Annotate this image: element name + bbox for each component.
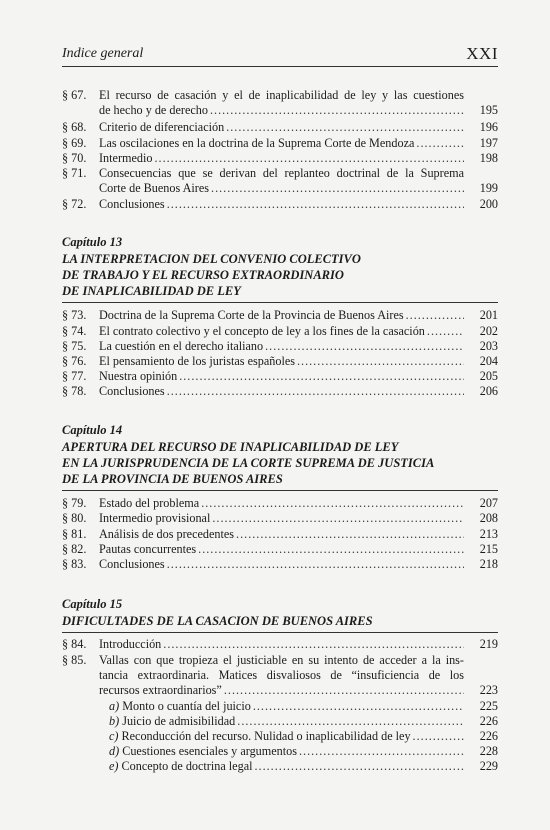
entry-title: Análisis de dos precedentes xyxy=(99,527,235,541)
entry-last-line xyxy=(99,136,464,151)
entry-text xyxy=(99,308,464,323)
entry-text xyxy=(99,557,464,572)
page-ref: 196 xyxy=(479,120,498,134)
dot-leader xyxy=(297,354,464,369)
dot-leader xyxy=(413,729,464,744)
entry-text xyxy=(99,324,464,339)
toc-entry xyxy=(62,308,498,323)
entry-title: c) Reconducción del recurso. Nulidad o inaplicabilidad de ley xyxy=(109,729,411,743)
dot-leader xyxy=(198,542,464,557)
entry-last-line xyxy=(99,557,464,572)
entry-text xyxy=(99,637,464,652)
toc-entry xyxy=(62,384,498,399)
entry-text xyxy=(99,354,464,369)
dot-leader xyxy=(167,197,464,212)
toc-entry xyxy=(62,369,498,384)
entry-last-line xyxy=(99,369,464,384)
chapter-title-line: DE TRABAJO Y EL RECURSO EXTRAORDINARIO xyxy=(62,268,344,282)
toc-entry xyxy=(62,166,498,196)
page-ref: 203 xyxy=(479,339,498,353)
dot-leader xyxy=(226,120,464,135)
toc-entry xyxy=(62,759,498,774)
section-number: § 79. xyxy=(62,496,87,510)
section-number: § 72. xyxy=(62,197,87,211)
entry-text xyxy=(99,120,464,135)
page-ref: 208 xyxy=(479,511,498,525)
dot-leader xyxy=(254,759,464,774)
dot-leader xyxy=(179,369,464,384)
entry-last-line xyxy=(99,151,464,166)
section-number: § 74. xyxy=(62,324,87,338)
entry-text xyxy=(109,729,464,744)
dot-leader xyxy=(265,339,464,354)
page-ref: 202 xyxy=(479,324,498,338)
toc-entry xyxy=(62,637,498,652)
entry-last-line xyxy=(99,354,464,369)
entry-title: Corte de Buenos Aires xyxy=(99,181,210,195)
section-number: § 85. xyxy=(62,653,87,667)
toc-entry xyxy=(62,339,498,354)
entry-last-line xyxy=(99,384,464,399)
toc-entry xyxy=(62,88,498,118)
entry-title: a) Monto o cuantía del juicio xyxy=(109,699,251,713)
dot-leader xyxy=(406,308,464,323)
page-ref: 205 xyxy=(479,369,498,383)
entry-title: de hecho y de derecho xyxy=(99,103,208,117)
page-ref: 198 xyxy=(479,151,498,165)
chapter-title-line: LA INTERPRETACION DEL CONVENIO COLECTIVO xyxy=(62,252,361,266)
dot-leader xyxy=(167,384,464,399)
section-number: § 71. xyxy=(62,166,87,180)
entry-title: El pensamiento de los juristas españoles xyxy=(99,354,295,368)
page-ref: 215 xyxy=(479,542,498,556)
entry-last-line xyxy=(99,339,464,354)
dot-leader xyxy=(167,557,464,572)
page-ref: 199 xyxy=(479,181,498,195)
sub-letter: c) xyxy=(109,729,119,743)
entry-last-line xyxy=(99,683,464,698)
entry-text xyxy=(99,527,464,542)
entry-last-line xyxy=(109,759,464,774)
chapter-title-line: DE LA PROVINCIA DE BUENOS AIRES xyxy=(62,472,283,486)
entry-line: tancia extraordinaria. Matices disvaliosos de “insuficiencia de los xyxy=(99,668,464,682)
toc-entry xyxy=(62,511,498,526)
entry-title: Conclusiones xyxy=(99,384,165,398)
entry-text xyxy=(109,699,464,714)
dot-leader xyxy=(210,103,464,118)
entry-title: Introducción xyxy=(99,637,162,651)
dot-leader xyxy=(299,744,464,759)
page-ref: 206 xyxy=(479,384,498,398)
entry-text xyxy=(99,339,464,354)
page-ref: 195 xyxy=(479,103,498,117)
entry-last-line xyxy=(99,324,464,339)
entry-last-line xyxy=(99,308,464,323)
section-number: § 73. xyxy=(62,308,87,322)
entry-title: e) Concepto de doctrina legal xyxy=(109,759,253,773)
chapter-label: Capítulo 13 xyxy=(62,235,123,249)
entry-title: Estado del problema xyxy=(99,496,200,510)
section-number: § 80. xyxy=(62,511,87,525)
entry-text xyxy=(99,384,464,399)
entry-text xyxy=(99,542,464,557)
entry-last-line xyxy=(99,120,464,135)
sub-letter: a) xyxy=(109,699,120,713)
toc-entry xyxy=(62,699,498,714)
entry-last-line xyxy=(99,511,464,526)
entry-title: Doctrina de la Suprema Corte de la Provincia de Buenos Aires xyxy=(99,308,404,322)
dot-leader xyxy=(427,324,464,339)
entry-last-line xyxy=(99,496,464,511)
dot-leader xyxy=(236,527,464,542)
chapter-title-line: EN LA JURISPRUDENCIA DE LA CORTE SUPREMA DE JUSTICIA xyxy=(62,456,435,470)
entry-title: Nuestra opinión xyxy=(99,369,178,383)
page-ref: 226 xyxy=(479,714,498,728)
entry-title: El contrato colectivo y el concepto de ley a los fines de la casación xyxy=(99,324,425,338)
page-ref: 201 xyxy=(479,308,498,322)
chapter-title-line: DE INAPLICABILIDAD DE LEY xyxy=(62,284,241,298)
entry-text xyxy=(109,759,464,774)
entry-text xyxy=(99,197,464,212)
dot-leader xyxy=(416,136,464,151)
dot-leader xyxy=(163,637,464,652)
chapter-title xyxy=(62,439,498,491)
entry-text xyxy=(99,151,464,166)
dot-leader xyxy=(201,496,464,511)
page-ref: 226 xyxy=(479,729,498,743)
entry-text xyxy=(99,136,464,151)
section-number: § 84. xyxy=(62,637,87,651)
entry-line: Vallas con que tropieza el justiciable en su intento de acceder a la ins- xyxy=(99,653,464,667)
page-ref: 213 xyxy=(479,527,498,541)
section-number: § 76. xyxy=(62,354,87,368)
entry-last-line xyxy=(99,181,464,196)
section-number: § 83. xyxy=(62,557,87,571)
section-number: § 81. xyxy=(62,527,87,541)
entry-line: El recurso de casación y el de inaplicabilidad de ley y las cuestiones xyxy=(99,88,464,102)
section-number: § 78. xyxy=(62,384,87,398)
running-head xyxy=(62,44,498,67)
entry-line: Consecuencias que se derivan del replanteo doctrinal de la Suprema xyxy=(99,166,464,180)
toc-entry xyxy=(62,729,498,744)
entry-title: Criterio de diferenciación xyxy=(99,120,225,134)
chapter-label: Capítulo 15 xyxy=(62,597,123,611)
section-number: § 68. xyxy=(62,120,87,134)
chapter-title-line: DIFICULTADES DE LA CASACION DE BUENOS AIRES xyxy=(62,614,373,628)
sub-letter: b) xyxy=(109,714,120,728)
entry-title: b) Juicio de admisibilidad xyxy=(109,714,236,728)
page-ref: 200 xyxy=(479,197,498,211)
page-ref: 218 xyxy=(479,557,498,571)
dot-leader xyxy=(237,714,464,729)
toc-entry xyxy=(62,354,498,369)
section-number: § 70. xyxy=(62,151,87,165)
sub-letter: d) xyxy=(109,744,120,758)
entry-text xyxy=(99,496,464,511)
entry-text xyxy=(109,714,464,729)
entry-title: Conclusiones xyxy=(99,557,165,571)
section-number: § 67. xyxy=(62,88,87,102)
toc-entry xyxy=(62,714,498,729)
entry-text xyxy=(99,653,464,698)
entry-title: Pautas concurrentes xyxy=(99,542,197,556)
entry-title: Intermedio xyxy=(99,151,153,165)
toc-entry xyxy=(62,120,498,135)
page-ref: 228 xyxy=(479,744,498,758)
page-ref: 197 xyxy=(479,136,498,150)
chapter-title xyxy=(62,251,498,303)
entry-last-line xyxy=(109,699,464,714)
chapter-label: Capítulo 14 xyxy=(62,423,123,437)
page-ref: 225 xyxy=(479,699,498,713)
entry-title: Las oscilaciones en la doctrina de la Suprema Corte de Mendoza xyxy=(99,136,415,150)
entry-title: recursos extraordinarios” xyxy=(99,683,222,697)
toc-entry xyxy=(62,527,498,542)
dot-leader xyxy=(154,151,464,166)
page-ref: 223 xyxy=(479,683,498,697)
entry-text xyxy=(99,369,464,384)
entry-text xyxy=(99,88,464,118)
dot-leader xyxy=(253,699,464,714)
entry-title: d) Cuestiones esenciales y argumentos xyxy=(109,744,297,758)
section-number: § 69. xyxy=(62,136,87,150)
toc-entry xyxy=(62,197,498,212)
section-number: § 77. xyxy=(62,369,87,383)
section-number: § 82. xyxy=(62,542,87,556)
toc-entry xyxy=(62,324,498,339)
entry-title: Intermedio provisional xyxy=(99,511,211,525)
entry-last-line xyxy=(99,197,464,212)
toc-entry xyxy=(62,653,498,698)
page-ref: 207 xyxy=(479,496,498,510)
entry-last-line xyxy=(109,744,464,759)
entry-text xyxy=(99,511,464,526)
toc-entry xyxy=(62,744,498,759)
entry-last-line xyxy=(99,637,464,652)
entry-last-line xyxy=(109,729,464,744)
dot-leader xyxy=(212,511,464,526)
dot-leader xyxy=(211,181,464,196)
entry-last-line xyxy=(99,542,464,557)
entry-title: La cuestión en el derecho italiano xyxy=(99,339,264,353)
sub-letter: e) xyxy=(109,759,119,773)
page-ref: 204 xyxy=(479,354,498,368)
entry-last-line xyxy=(99,103,464,118)
section-number: § 75. xyxy=(62,339,87,353)
dot-leader xyxy=(224,683,464,698)
chapter-title-line: APERTURA DEL RECURSO DE INAPLICABILIDAD DE LEY xyxy=(62,440,399,454)
page-ref: 229 xyxy=(479,759,498,773)
toc-entry xyxy=(62,136,498,151)
page-ref: 219 xyxy=(479,637,498,651)
entry-title: Conclusiones xyxy=(99,197,165,211)
toc-entry xyxy=(62,557,498,572)
chapter-title xyxy=(62,613,498,633)
toc-entry xyxy=(62,496,498,511)
toc-entry xyxy=(62,151,498,166)
entry-last-line xyxy=(109,714,464,729)
entry-text xyxy=(109,744,464,759)
entry-text xyxy=(99,166,464,196)
toc-entry xyxy=(62,542,498,557)
entry-last-line xyxy=(99,527,464,542)
running-head-title: Indice general xyxy=(62,46,144,61)
page-number: XXI xyxy=(466,44,498,63)
